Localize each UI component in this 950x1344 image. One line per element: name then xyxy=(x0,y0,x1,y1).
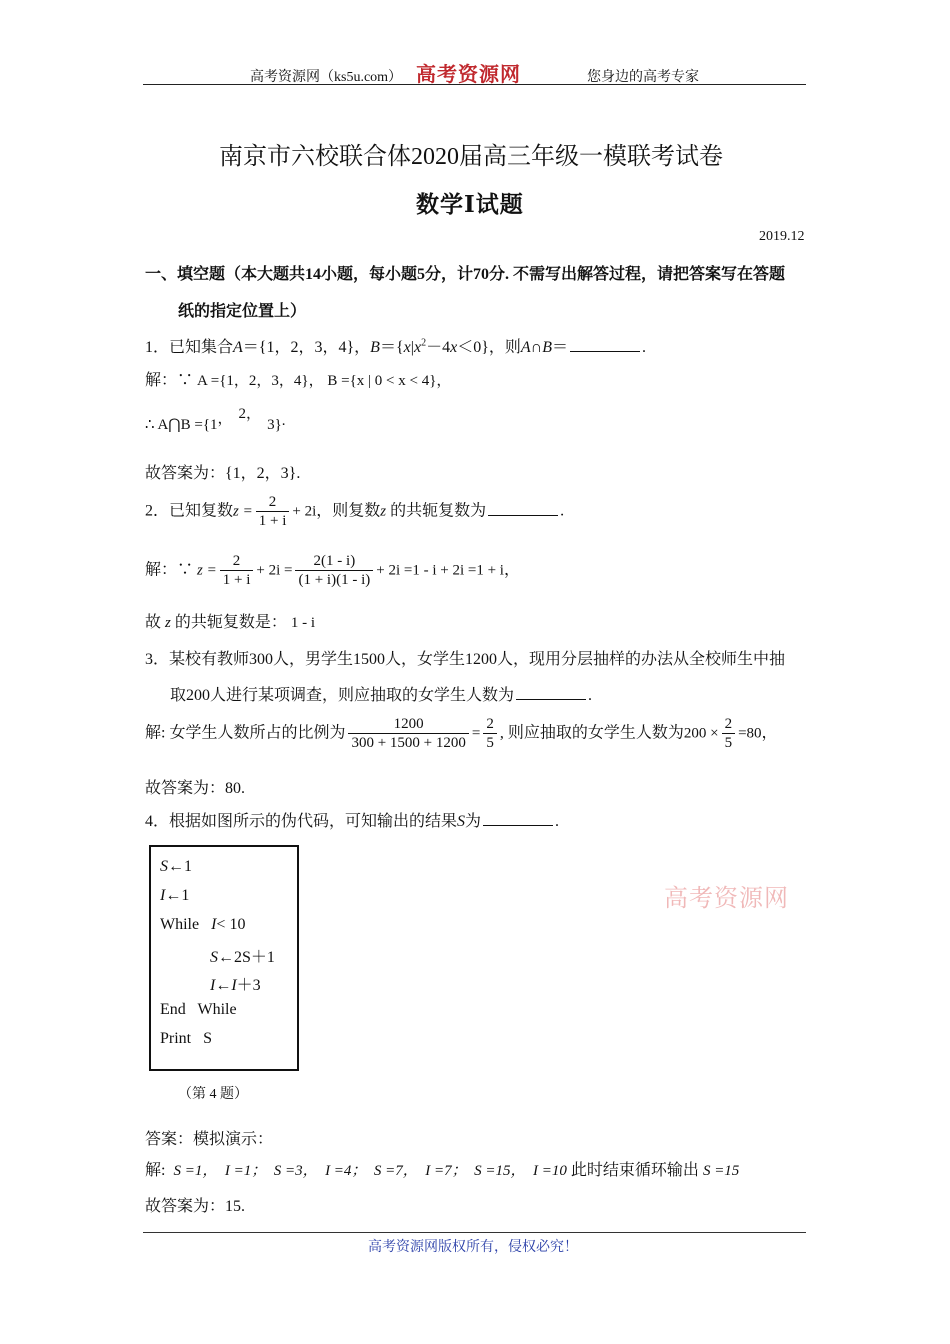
q3-ratio-fraction: $\frac{1200}{300 + 1500 + 1200}$ xyxy=(348,716,468,752)
header-right-text: 您身边的高考专家 xyxy=(587,70,699,85)
q4-answer-label: 答案：模拟演示： xyxy=(145,1131,274,1148)
q2-stem: 2．已知复数z = $\frac{2}{1 + i}$ + 2i，则复数z 的共轭复数为 . xyxy=(145,494,565,529)
header-logo: 高考资源网 xyxy=(416,62,521,86)
q2-answer-blank xyxy=(488,501,558,516)
header-divider xyxy=(143,84,806,85)
q2-stem-fraction: $\frac{2}{1 + i}$ xyxy=(256,494,290,530)
q2-sol-fraction-2: $\frac{2(1 - i)}{(1 + i)(1 - i)}$ xyxy=(295,553,373,589)
code-line-1: S←1 xyxy=(160,858,192,875)
code-line-6: End While xyxy=(160,1001,237,1018)
q3-solution: 解: 女学生人数所占的比例为 $\frac{1200}{300 + 1500 + 1200}$ = $\frac{2}{5}$ , 则应抽取的女学生人数为200 × $\frac{2}{5}$ =80， xyxy=(145,716,778,751)
code-line-2: I←1 xyxy=(160,887,190,904)
q2-answer: 故 z 的共轭复数是： 1 - i xyxy=(145,614,316,631)
q3-stem-line2: 取200人进行某项调查，则应抽取的女学生人数为 . xyxy=(170,687,593,704)
section-heading-line2: 纸的指定位置上） xyxy=(178,303,307,320)
page-title: 南京市六校联合体2020届高三年级一模联考试卷 xyxy=(219,144,723,170)
q3-multiplier-fraction: $\frac{2}{5}$ xyxy=(722,716,736,752)
header-left-text: 高考资源网（ks5u.com） xyxy=(250,70,403,85)
code-line-4: S←2S＋1 xyxy=(210,949,275,966)
q4-answer-blank xyxy=(483,811,553,826)
code-line-3: While I< 10 xyxy=(160,916,246,933)
q1-answer-blank xyxy=(570,337,640,352)
watermark-logo: 高考资源网 xyxy=(664,884,789,912)
q2-sol-fraction-1: $\frac{2}{1 + i}$ xyxy=(220,553,254,589)
q1-stem: 1．已知集合A＝{1，2，3，4}，$B=\{x|x^2-4x<0\}$，则A∩B＝ . xyxy=(145,337,647,356)
q4-solution: 解: S =1， I =1； S =3， I =4； S =7， I =7； S =15， I =10 此时结束循环输出 S =15 xyxy=(145,1162,740,1179)
exam-date: 2019.12 xyxy=(759,229,805,244)
footer-copyright: 高考资源网版权所有，侵权必究！ xyxy=(368,1240,578,1255)
q3-answer-blank xyxy=(516,685,586,700)
q1-solution-line2: ∴ A⋂B ={1， 2，3}. xyxy=(145,406,286,433)
q3-ratio-simplified: $\frac{2}{5}$ xyxy=(483,716,497,752)
page-subtitle: 数学Ⅰ试题 xyxy=(416,192,524,217)
code-line-5: I←I＋3 xyxy=(210,977,261,994)
figure-caption: （第 4 题） xyxy=(178,1087,248,1102)
q4-stem: 4．根据如图所示的伪代码，可知输出的结果S为 . xyxy=(145,813,560,830)
q3-answer: 故答案为：80. xyxy=(145,780,246,797)
code-line-7: Print S xyxy=(160,1030,213,1047)
q4-answer: 故答案为：15. xyxy=(145,1198,246,1215)
q1-solution-line1: 解：∵ A ={1，2，3，4}， B ={x | 0 < x < 4}， xyxy=(145,372,452,389)
q2-solution: 解：∵ z = $\frac{2}{1 + i}$ + 2i = $\frac{2(1 - i)}{(1 + i)(1 - i)}$ + 2i =1 - i + 2i =1 + i， xyxy=(145,553,520,588)
q3-stem-line1: 3．某校有教师300人，男学生1500人，女学生1200人，现用分层抽样的办法从全校师生中抽 xyxy=(145,651,786,668)
footer-divider xyxy=(143,1232,806,1233)
section-heading-line1: 一、填空题（本大题共14小题，每小题5分，计70分. 不需写出解答过程，请把答案写在答题 xyxy=(145,266,786,283)
q1-answer: 故答案为：{1，2，3}. xyxy=(145,465,301,482)
